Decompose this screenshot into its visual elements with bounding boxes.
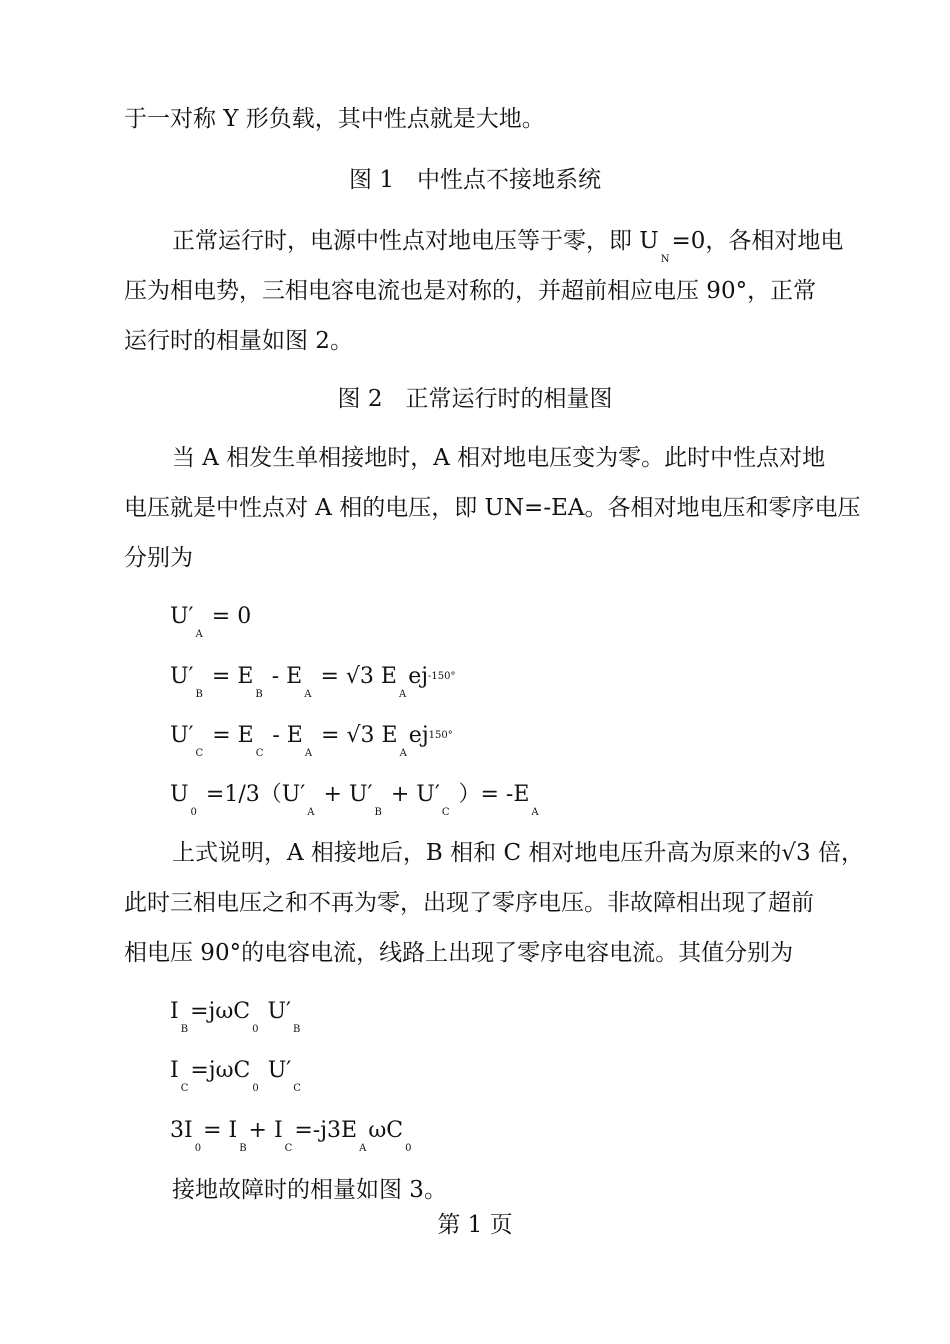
paragraph-explanation-line-1: 上式说明，A 相接地后，B 相和 C 相对地电压升高为原来的√3 倍， [172, 840, 864, 866]
paragraph-single-phase-fault-line-1: 当 A 相发生单相接地时，A 相对地电压变为零。此时中性点对地 [172, 445, 826, 471]
formula-ic: $I_C=j\omega C_0$ $U'_C$ [170, 1058, 301, 1094]
paragraph-single-phase-fault-line-3: 分别为 [124, 545, 193, 571]
paragraph-single-phase-fault-line-2: 电压就是中性点对 A 相的电压，即 UN=-EA。各相对地电压和零序电压 [124, 495, 861, 521]
formula-ib: $I_B=j\omega C_0$ $U'_B$ [170, 999, 301, 1035]
figure-1-caption: 图 1 中性点不接地系统 [349, 167, 601, 193]
paragraph-continuation: 于一对称 Y 形负载，其中性点就是大地。 [124, 106, 545, 132]
paragraph-normal-operation-line-1: 正常运行时，电源中性点对地电压等于零，即 $U_N=0$，各相对地电 [172, 228, 844, 265]
formula-3i0: $3I_0= I_B+ I_C=-j3E_A\omega C_0$ [170, 1118, 412, 1154]
paragraph-explanation-line-3: 相电压 90°的电容电流，线路上出现了零序电容电流。其值分别为 [124, 940, 794, 966]
formula-ub: $U'_B = E_B - E_A = √3$ $E_Aej^{-150^\circ}$ [170, 664, 456, 700]
paragraph-fault-phasor-reference: 接地故障时的相量如图 3。 [172, 1177, 447, 1203]
paragraph-normal-operation-line-2: 压为相电势，三相电容电流也是对称的，并超前相应电压 90°，正常 [124, 278, 817, 304]
page-number: 第 1 页 [437, 1212, 513, 1238]
paragraph-explanation-line-2: 此时三相电压之和不再为零，出现了零序电压。非故障相出现了超前 [124, 890, 814, 916]
formula-uc: $U'_C = E_C - E_A = √3$ $E_Aej^{150^\circ}$ [170, 723, 453, 759]
formula-ua: $U'_A = 0$ [170, 604, 252, 640]
paragraph-normal-operation-line-3: 运行时的相量如图 2。 [124, 328, 353, 354]
figure-2-caption: 图 2 正常运行时的相量图 [337, 386, 613, 412]
formula-u0: $U_0 =1/3(U'_A + U'_B + U'_C$ ）= $-E_A$ [170, 782, 539, 818]
